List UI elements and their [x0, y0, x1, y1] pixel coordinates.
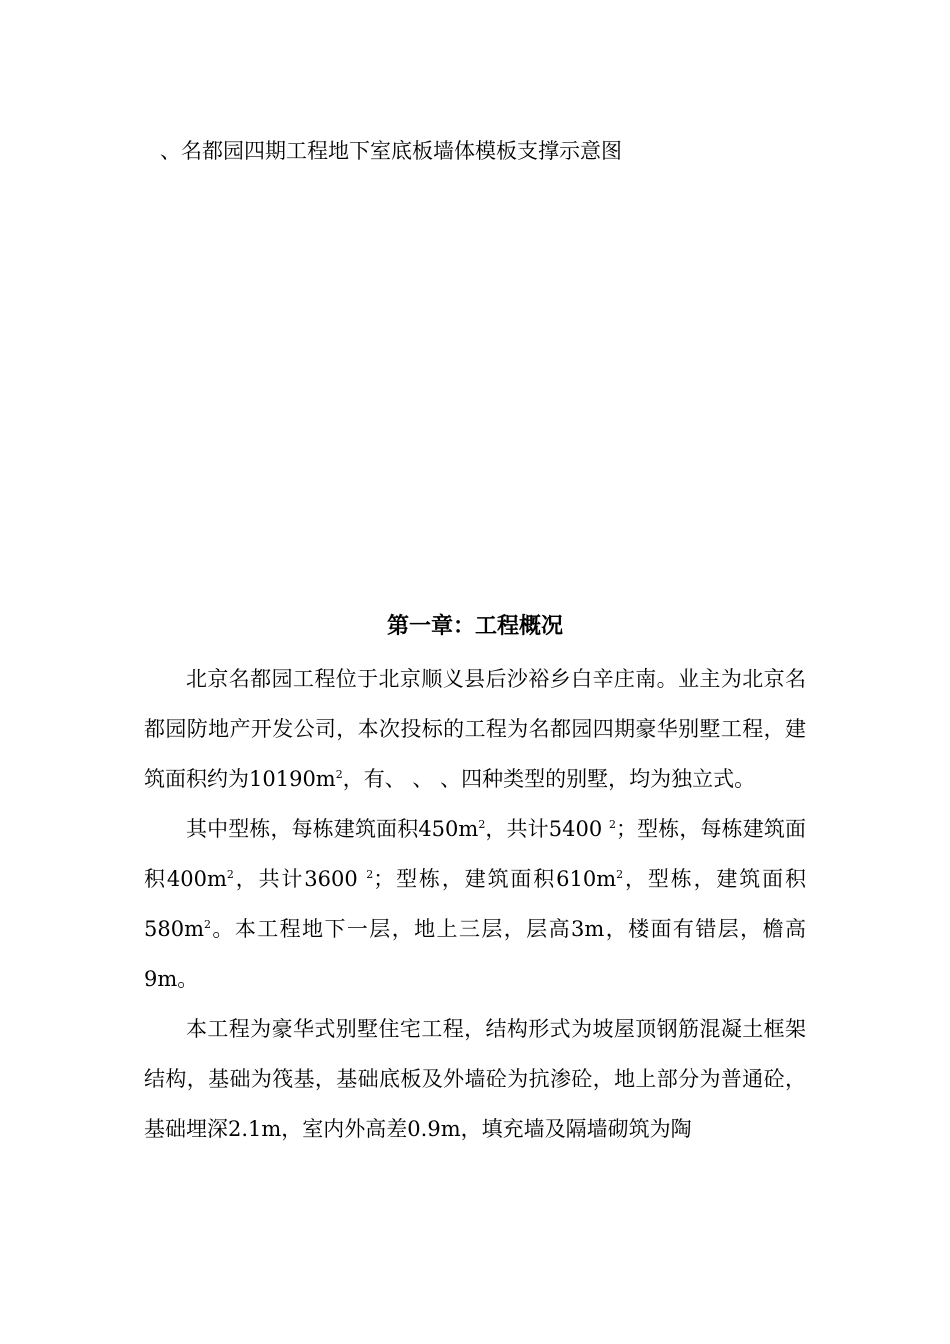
superscript: 2	[366, 868, 374, 881]
superscript: 2	[226, 868, 234, 881]
text-run: ，共计5400	[485, 817, 610, 841]
text-run: ，型栋，建筑面积580m	[144, 867, 807, 941]
text-run: ，共计3600	[233, 867, 367, 891]
paragraph-building-types	[144, 804, 806, 1004]
text-run: ；型栋，每栋建筑面积400m	[144, 817, 806, 891]
chapter-title: 第一章：工程概况	[386, 613, 563, 639]
text-run: 其中型栋，每栋建筑面积450m	[186, 817, 479, 841]
superscript: 2	[616, 868, 624, 881]
superscript: 2	[478, 818, 486, 831]
superscript: 2	[609, 818, 617, 831]
text-run: 北京名都园工程位于北京顺义县后沙裕乡白辛庄南。业主为北京名都园防地产开发公司，本次投标的工程为名都园四期豪华别墅工程，建筑面积约为10190m	[144, 667, 806, 791]
paragraph-overview	[144, 654, 806, 804]
superscript: 2	[204, 918, 211, 931]
figure-caption: 、名都园四期工程地下室底板墙体模板支撑示意图	[160, 139, 622, 163]
paragraph-structure: 本工程为豪华式别墅住宅工程，结构形式为坡屋顶钢筋混凝土框架结构，基础为筏基，基础底板及外墙砼为抗渗砼，地上部分为普通砼，基础埋深2.1m，室内外高差0.9m，填充墙及隔墙砌筑为陶	[144, 1017, 806, 1141]
text-run: ；型栋，建筑面积610m	[373, 867, 617, 891]
text-run: 。本工程地下一层，地上三层，层高3m，楼面有错层，檐高9m。	[144, 917, 806, 991]
text-run: ，有、 、 、四种类型的别墅，均为独立式。	[342, 767, 756, 791]
superscript: 2	[335, 768, 343, 781]
body-text	[144, 654, 806, 1154]
